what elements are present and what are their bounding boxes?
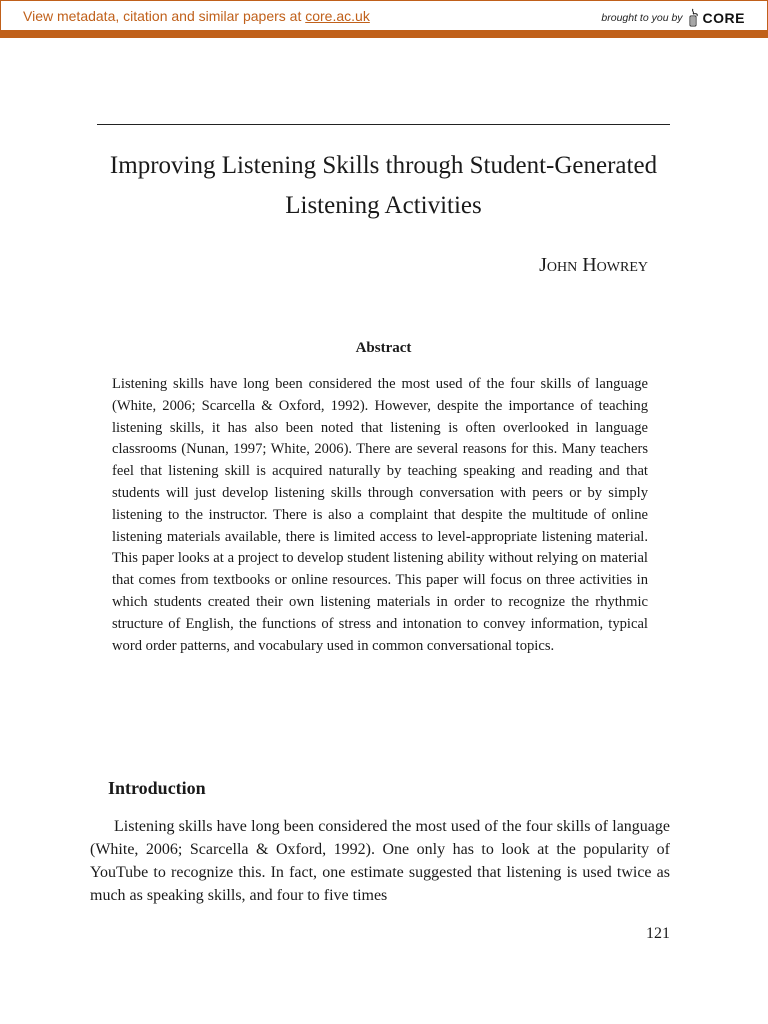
core-brand[interactable] <box>601 8 745 28</box>
abstract-heading: Abstract <box>355 340 412 356</box>
brought-to-you-text: brought to you by <box>601 12 683 24</box>
core-banner-bar <box>0 30 768 38</box>
core-metadata-text: View metadata, citation and similar papers at <box>23 8 306 24</box>
section-heading-introduction: Introduction <box>108 778 206 798</box>
core-logo-icon <box>687 8 699 28</box>
paper-title: Improving Listening Skills through Student-Generated Listening Activities <box>109 152 658 219</box>
core-metadata-link[interactable] <box>23 8 370 24</box>
core-banner <box>0 0 768 30</box>
core-logo-text: CORE <box>702 10 745 26</box>
page-number: 121 <box>646 925 670 942</box>
introduction-text: Listening skills have long been considered the most used of the four skills of language (White, 2006; Scarcella & Oxford, 1992). One only has to look at the popularity of YouTube to recognize this. In fact, one estimate suggested that listening is used twice as much as speaking skills, and four to five times <box>90 818 670 904</box>
core-link[interactable]: core.ac.uk <box>305 8 370 24</box>
top-rule <box>97 124 670 125</box>
author-name: John Howrey <box>539 254 648 276</box>
abstract-text: Listening skills have long been considered the most used of the four skills of language (White, 2006; Scarcella & Oxford, 1992). However, despite the importance of teaching listening skills, it has also been noted that listening is often overlooked in language classrooms (Nunan, 1997; White, 2006). There are several reasons for this. Many teachers feel that listening skill is acquired naturally by teaching speaking and reading and that students will just develop listening skills through conversation with peers or by simply listening to the instructor. There is also a complaint that despite the multitude of online listening materials available, there is limited access to level-appropriate listening material. This paper looks at a project to develop student listening ability without relying on material that comes from textbooks or online resources. This paper will focus on three activities in which students created their own listening materials in order to recognize the rhythmic structure of English, the functions of stress and intonation to convey information, typical word order patterns, and vocabulary used in common conversational topics. <box>112 376 648 654</box>
